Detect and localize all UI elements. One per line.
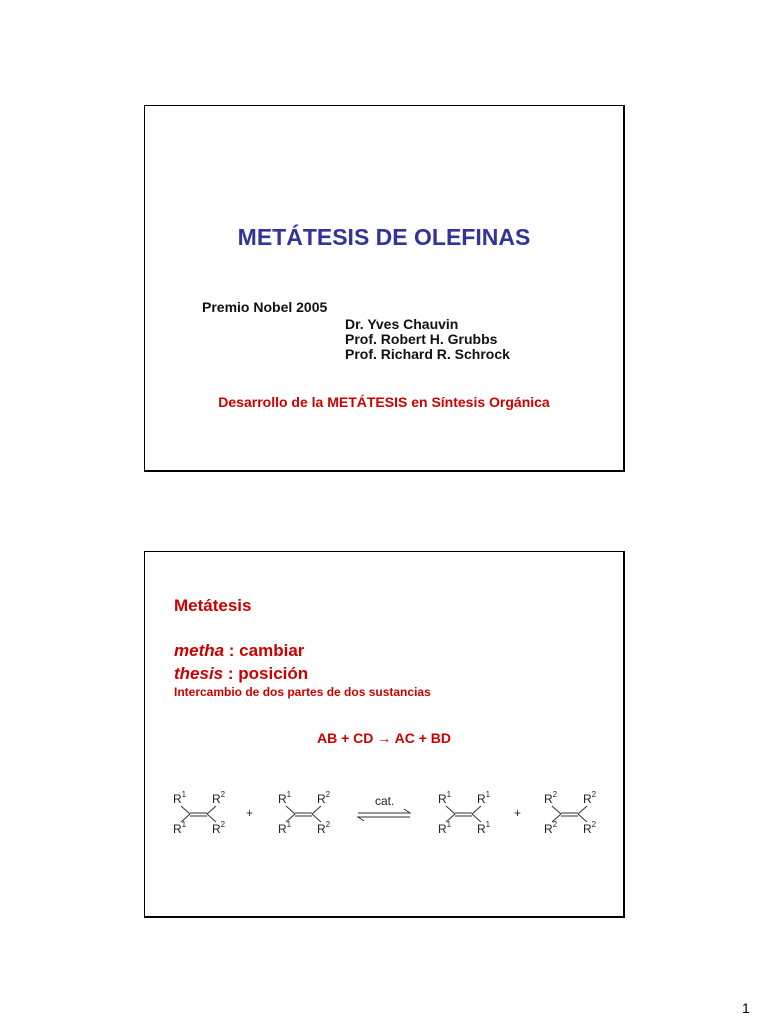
alkene-reactant-1 — [173, 790, 226, 836]
laureates-list — [345, 317, 510, 362]
svg-text:R1: $R^1$ — [278, 790, 292, 806]
alkene-reactant-2 — [278, 790, 331, 836]
alkene-product-1 — [438, 790, 491, 836]
metathesis-description: Intercambio de dos partes de dos sustancias — [174, 685, 431, 699]
metathesis-heading: Metátesis — [174, 596, 252, 615]
svg-text:R1: $R^1$ — [438, 790, 452, 806]
svg-text:R2: $R^2$ — [544, 790, 558, 806]
slide-title — [144, 105, 625, 472]
term-thesis: thesis — [174, 664, 224, 683]
svg-text:R1: $R^1$ — [438, 820, 452, 836]
term-metha: metha — [174, 641, 225, 660]
equilibrium-arrow — [358, 794, 410, 821]
svg-text:R2: $R^2$ — [317, 790, 331, 806]
svg-text:R1: $R^1$ — [477, 790, 491, 806]
svg-text:R2: $R^2$ — [583, 820, 597, 836]
slide-title-heading: METÁTESIS DE OLEFINAS — [237, 224, 531, 250]
svg-text:R2: $R^2$ — [583, 790, 597, 806]
laureate-chauvin: Dr. Yves Chauvin — [345, 316, 459, 332]
meaning-metha: : cambiar — [224, 641, 305, 660]
slide-subtitle: Desarrollo de la METÁTESIS en Síntesis Orgánica — [218, 394, 550, 410]
meaning-thesis: : posición — [223, 664, 309, 683]
page-number: 1 — [742, 1000, 750, 1016]
svg-text:R1: $R^1$ — [477, 820, 491, 836]
svg-text:R2: $R^2$ — [544, 820, 558, 836]
svg-text:R1: $R^1$ — [278, 820, 292, 836]
svg-text:R2: $R^2$ — [212, 820, 226, 836]
definition-metha — [174, 641, 304, 661]
general-equation: AB + CD → AC + BD — [316, 730, 452, 746]
svg-text:R2: $R^2$ — [317, 820, 331, 836]
catalyst-label: cat. — [375, 794, 395, 808]
plus-sign-2: + — [514, 806, 522, 820]
laureate-schrock: Prof. Richard R. Schrock — [345, 346, 510, 362]
svg-text:R1: $R^1$ — [173, 820, 187, 836]
definition-thesis — [174, 664, 308, 684]
plus-sign-1: + — [246, 806, 254, 820]
laureate-grubbs: Prof. Robert H. Grubbs — [345, 331, 498, 347]
slide-metathesis — [144, 551, 625, 918]
award-label: Premio Nobel 2005 — [202, 299, 328, 315]
svg-text:R2: $R^2$ — [212, 790, 226, 806]
svg-text:R1: $R^1$ — [173, 790, 187, 806]
reaction-scheme — [145, 777, 623, 852]
alkene-product-2 — [544, 790, 597, 836]
